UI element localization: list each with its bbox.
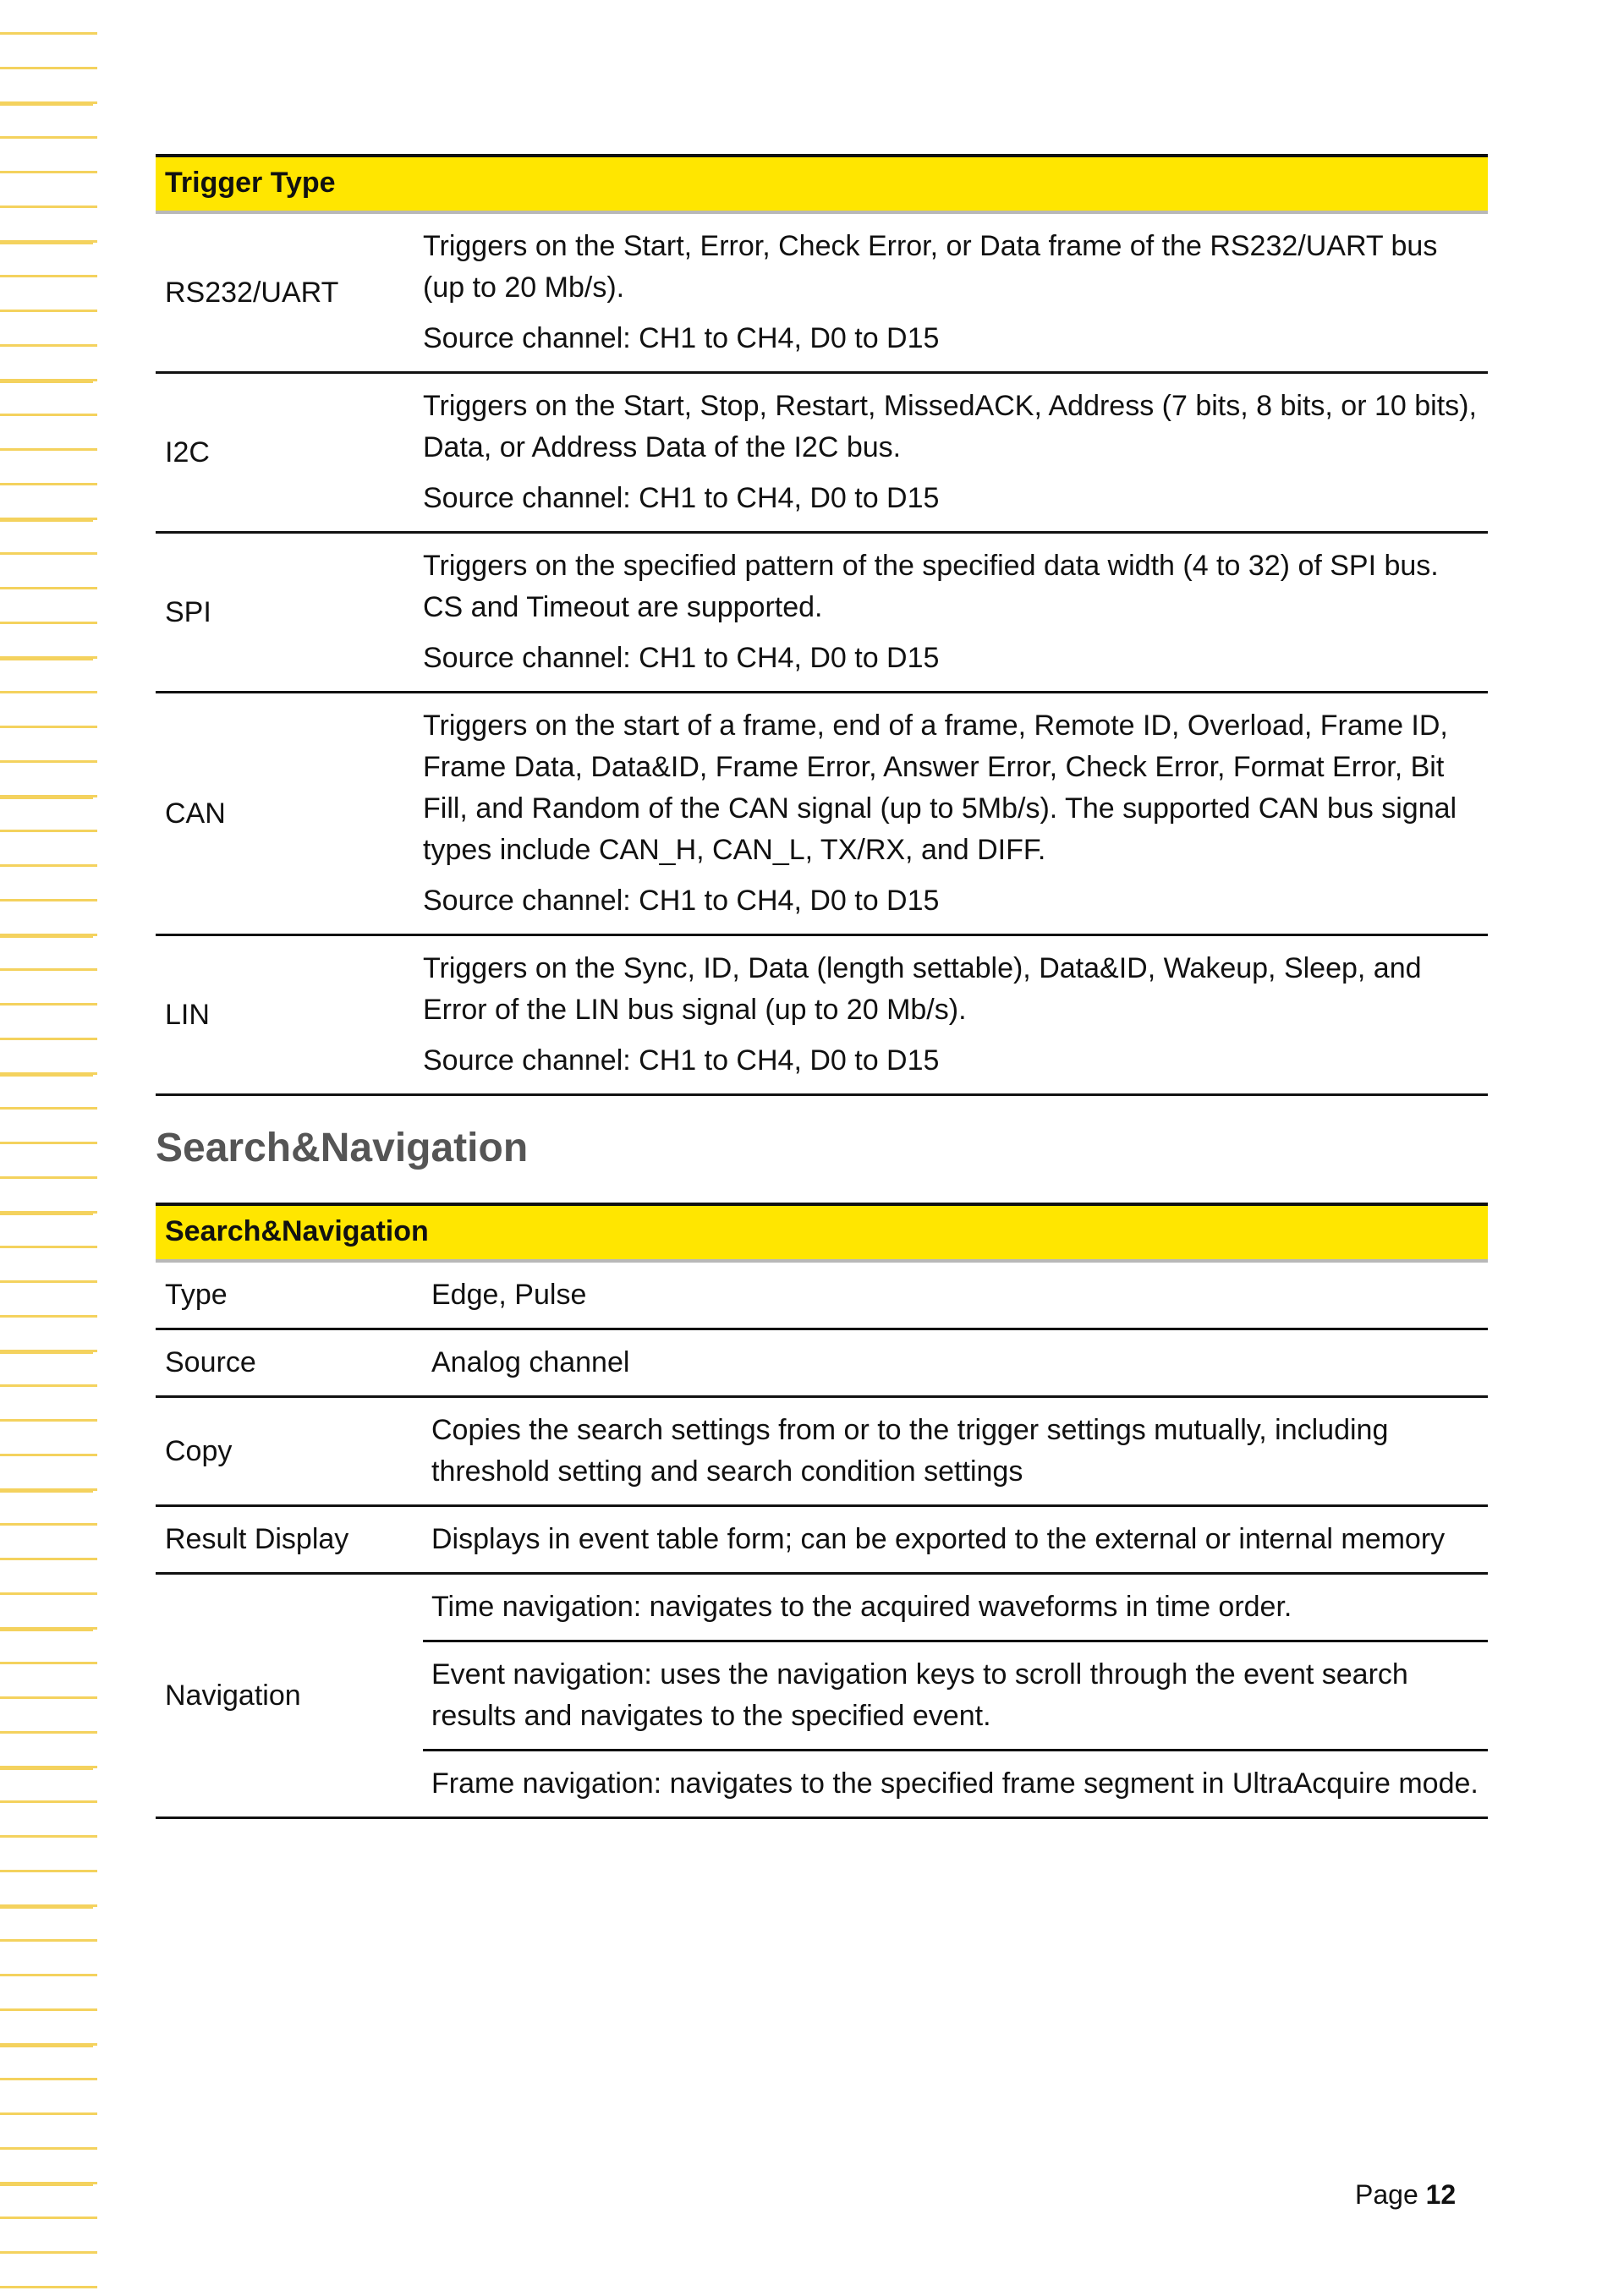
section-title: Search&Navigation — [156, 1126, 529, 1170]
table-header: Trigger Type — [156, 156, 1488, 212]
source-channel-text: Source channel: CH1 to CH4, D0 to D15 — [423, 322, 940, 354]
row-label: I2C — [156, 373, 423, 533]
row-label: Copy — [156, 1397, 423, 1506]
row-label: CAN — [156, 693, 423, 935]
description-text: Triggers on the Start, Error, Check Error, or Data frame of the RS232/UART bus (up to 20 Mb/s). — [423, 230, 1438, 304]
table-header: Search&Navigation — [156, 1204, 1488, 1261]
row-description — [423, 693, 1488, 935]
description-text: Triggers on the specified pattern of the specified data width (4 to 32) of SPI bus. CS and Timeout are supported. — [423, 550, 1439, 623]
table-header-row — [156, 156, 1488, 212]
navigation-item: Time navigation: navigates to the acquired waveforms in time order. — [423, 1574, 1488, 1641]
table-row — [156, 373, 1488, 533]
navigation-item: Event navigation: uses the navigation keys to scroll through the event search results and navigates to the specified event. — [423, 1641, 1488, 1751]
table-row — [156, 1397, 1488, 1506]
row-description: Displays in event table form; can be exported to the external or internal memory — [423, 1506, 1488, 1574]
source-channel-text: Source channel: CH1 to CH4, D0 to D15 — [423, 1044, 940, 1077]
row-description — [423, 373, 1488, 533]
source-channel-text: Source channel: CH1 to CH4, D0 to D15 — [423, 885, 940, 917]
description-text: Triggers on the Start, Stop, Restart, MissedACK, Address (7 bits, 8 bits, or 10 bits), Data, or Address Data of the I2C bus. — [423, 390, 1477, 463]
row-label: Type — [156, 1261, 423, 1329]
margin-decoration — [0, 0, 97, 2296]
description-text: Triggers on the Sync, ID, Data (length settable), Data&ID, Wakeup, Sleep, and Error of the LIN bus signal (up to 20 Mb/s). — [423, 952, 1422, 1026]
row-label: SPI — [156, 533, 423, 693]
source-channel-text: Source channel: CH1 to CH4, D0 to D15 — [423, 642, 940, 674]
page-footer — [1355, 2179, 1456, 2211]
row-description — [423, 935, 1488, 1095]
table-header-row — [156, 1204, 1488, 1261]
row-description: Copies the search settings from or to the trigger settings mutually, including threshold setting and search condition settings — [423, 1397, 1488, 1506]
search-navigation-table — [156, 1203, 1488, 1819]
trigger-type-table — [156, 154, 1488, 1096]
table-row — [156, 1506, 1488, 1574]
table-row — [156, 693, 1488, 935]
source-channel-text: Source channel: CH1 to CH4, D0 to D15 — [423, 482, 940, 514]
page-label: Page — [1355, 2179, 1418, 2210]
table-row — [156, 212, 1488, 373]
margin-decoration-long-dashes — [0, 0, 93, 2296]
table-row — [156, 533, 1488, 693]
row-label: Navigation — [156, 1574, 423, 1818]
table-row — [156, 1329, 1488, 1397]
table-row — [156, 935, 1488, 1095]
row-label: Result Display — [156, 1506, 423, 1574]
row-description — [423, 212, 1488, 373]
table-row — [156, 1574, 1488, 1641]
row-label: Source — [156, 1329, 423, 1397]
page-number: 12 — [1425, 2179, 1457, 2210]
row-label: LIN — [156, 935, 423, 1095]
row-description: Analog channel — [423, 1329, 1488, 1397]
navigation-item: Frame navigation: navigates to the specified frame segment in UltraAcquire mode. — [423, 1751, 1488, 1818]
table-row — [156, 1261, 1488, 1329]
row-description: Edge, Pulse — [423, 1261, 1488, 1329]
description-text: Triggers on the start of a frame, end of a frame, Remote ID, Overload, Frame ID, Frame Data, Data&ID, Frame Error, Answer Error, Check Error, Format Error, Bit Fill, and Random of the CAN signal (up to 5Mb/s). The supported CAN bus signal types include CAN_H, CAN_L, TX/RX, and DIFF. — [423, 710, 1457, 866]
row-label: RS232/UART — [156, 212, 423, 373]
page-content — [156, 154, 1488, 1819]
row-description — [423, 533, 1488, 693]
